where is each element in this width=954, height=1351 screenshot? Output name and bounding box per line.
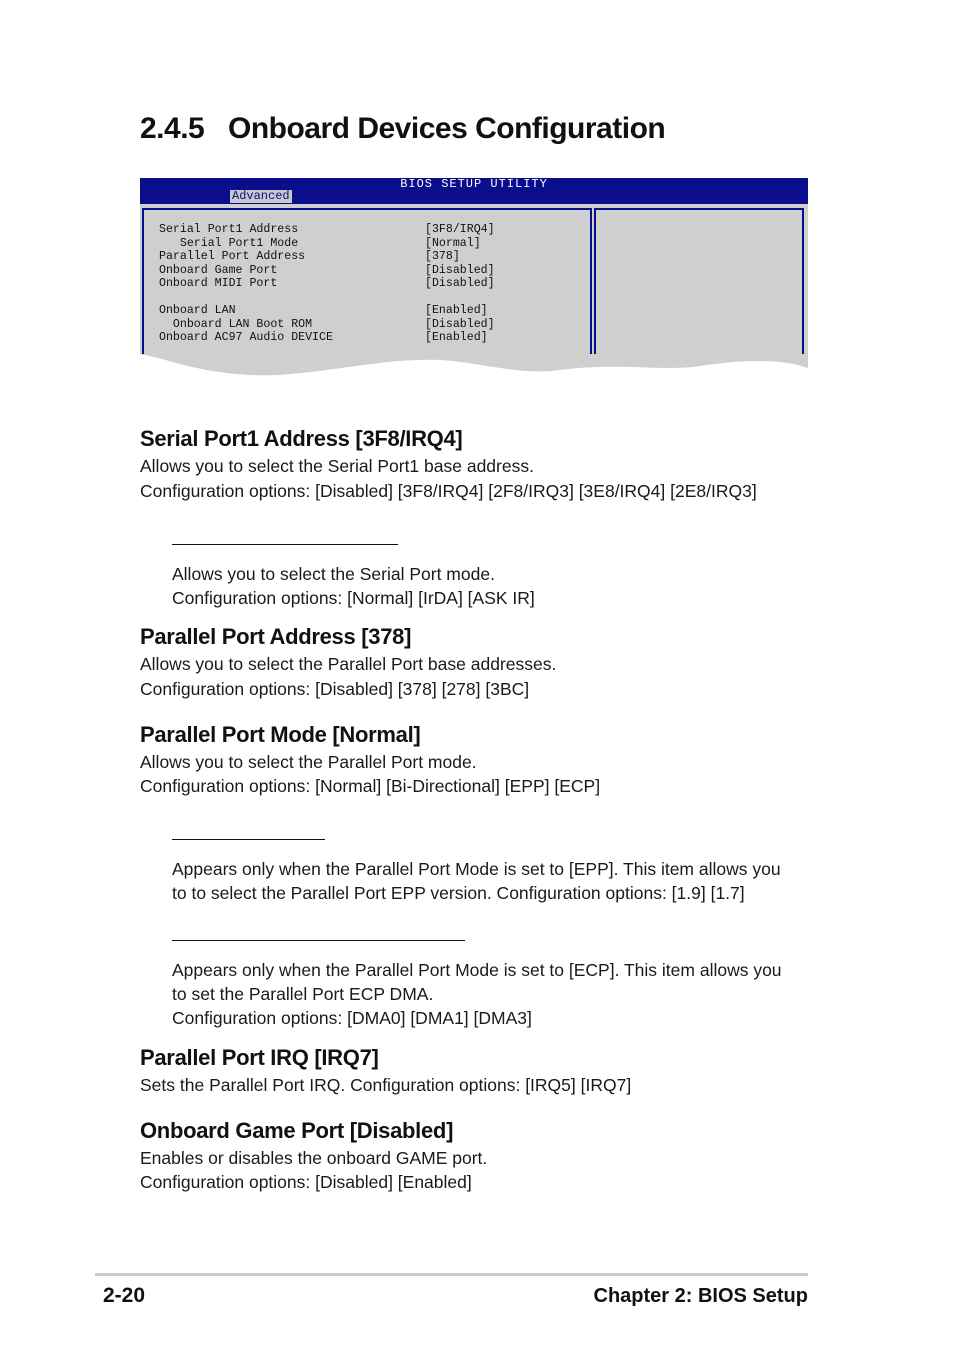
serial-address-options: Configuration options: [Disabled] [3F8/IRQ4] [2F8/IRQ3] [3E8/IRQ4] [2E8/IRQ3] <box>140 481 757 501</box>
game-port-options: Configuration options: [Disabled] [Enabled] <box>140 1172 472 1192</box>
serial-mode-desc: Allows you to select the Serial Port mode. <box>172 564 495 584</box>
bios-row-value[interactable]: [Disabled] <box>425 277 495 290</box>
bios-row-label[interactable]: Parallel Port Address <box>159 250 306 263</box>
bios-tab-advanced[interactable]: Advanced <box>232 189 290 203</box>
chapter-label: Chapter 2: BIOS Setup <box>593 1285 808 1307</box>
bios-row-value[interactable]: [Normal] <box>425 237 481 250</box>
heading-serial-port1-address: Serial Port1 Address [3F8/IRQ4] <box>140 426 463 451</box>
page-number: 2-20 <box>103 1284 146 1307</box>
bios-title-bar <box>140 178 808 204</box>
epp-version-desc: Appears only when the Parallel Port Mode is set to [EPP]. This item allows you <box>172 859 781 879</box>
heading-parallel-port-mode: Parallel Port Mode [Normal] <box>140 722 421 747</box>
ecp-dma-desc-2: to set the Parallel Port ECP DMA. <box>172 984 434 1004</box>
section-title <box>140 112 665 146</box>
bios-screenshot <box>140 178 808 392</box>
parallel-mode-desc: Allows you to select the Parallel Port mode. <box>140 752 477 772</box>
heading-onboard-game-port: Onboard Game Port [Disabled] <box>140 1118 454 1143</box>
bios-row-label[interactable]: Onboard LAN <box>159 304 236 317</box>
subheading-rule-epp-version <box>172 839 325 840</box>
bios-row-value[interactable]: [3F8/IRQ4] <box>425 223 495 236</box>
bios-title: BIOS SETUP UTILITY <box>400 177 548 191</box>
parallel-address-desc: Allows you to select the Parallel Port base addresses. <box>140 654 557 674</box>
torn-edge-shape <box>140 354 808 392</box>
footer-rule <box>95 1273 808 1276</box>
bios-row-value[interactable]: [Disabled] <box>425 318 495 331</box>
serial-address-desc: Allows you to select the Serial Port1 base address. <box>140 456 534 476</box>
bios-row-label[interactable]: Serial Port1 Address <box>159 223 299 236</box>
parallel-mode-options: Configuration options: [Normal] [Bi-Directional] [EPP] [ECP] <box>140 776 601 796</box>
heading-parallel-port-address: Parallel Port Address [378] <box>140 624 412 649</box>
bios-row-label[interactable]: Onboard MIDI Port <box>159 277 278 290</box>
heading-parallel-port-irq: Parallel Port IRQ [IRQ7] <box>140 1045 379 1070</box>
bios-row-value[interactable]: [Disabled] <box>425 264 495 277</box>
bios-row-label[interactable]: Onboard AC97 Audio DEVICE <box>159 331 333 344</box>
bios-row-value[interactable]: [Enabled] <box>425 331 488 344</box>
subheading-rule-ecp-dma <box>172 940 465 941</box>
ecp-dma-desc: Appears only when the Parallel Port Mode is set to [ECP]. This item allows you <box>172 960 782 980</box>
section-title-text: Onboard Devices Configuration <box>228 112 666 145</box>
serial-mode-options: Configuration options: [Normal] [IrDA] [ASK IR] <box>172 588 535 608</box>
parallel-irq-desc: Sets the Parallel Port IRQ. Configuration options: [IRQ5] [IRQ7] <box>140 1075 632 1095</box>
ecp-dma-options: Configuration options: [DMA0] [DMA1] [DMA3] <box>172 1008 532 1028</box>
game-port-desc: Enables or disables the onboard GAME port. <box>140 1148 488 1168</box>
bios-row-label[interactable]: Onboard Game Port <box>159 264 278 277</box>
bios-row-label[interactable]: Serial Port1 Mode <box>159 237 299 250</box>
parallel-address-options: Configuration options: [Disabled] [378] [278] [3BC] <box>140 679 530 699</box>
bios-row-value[interactable]: [378] <box>425 250 460 263</box>
subheading-rule-serial-mode <box>172 544 398 545</box>
epp-version-options: to to select the Parallel Port EPP version. Configuration options: [1.9] [1.7] <box>172 883 745 903</box>
bios-row-value[interactable]: [Enabled] <box>425 304 488 317</box>
section-number: 2.4.5 <box>140 112 205 145</box>
bios-row-label[interactable]: Onboard LAN Boot ROM <box>159 318 313 331</box>
